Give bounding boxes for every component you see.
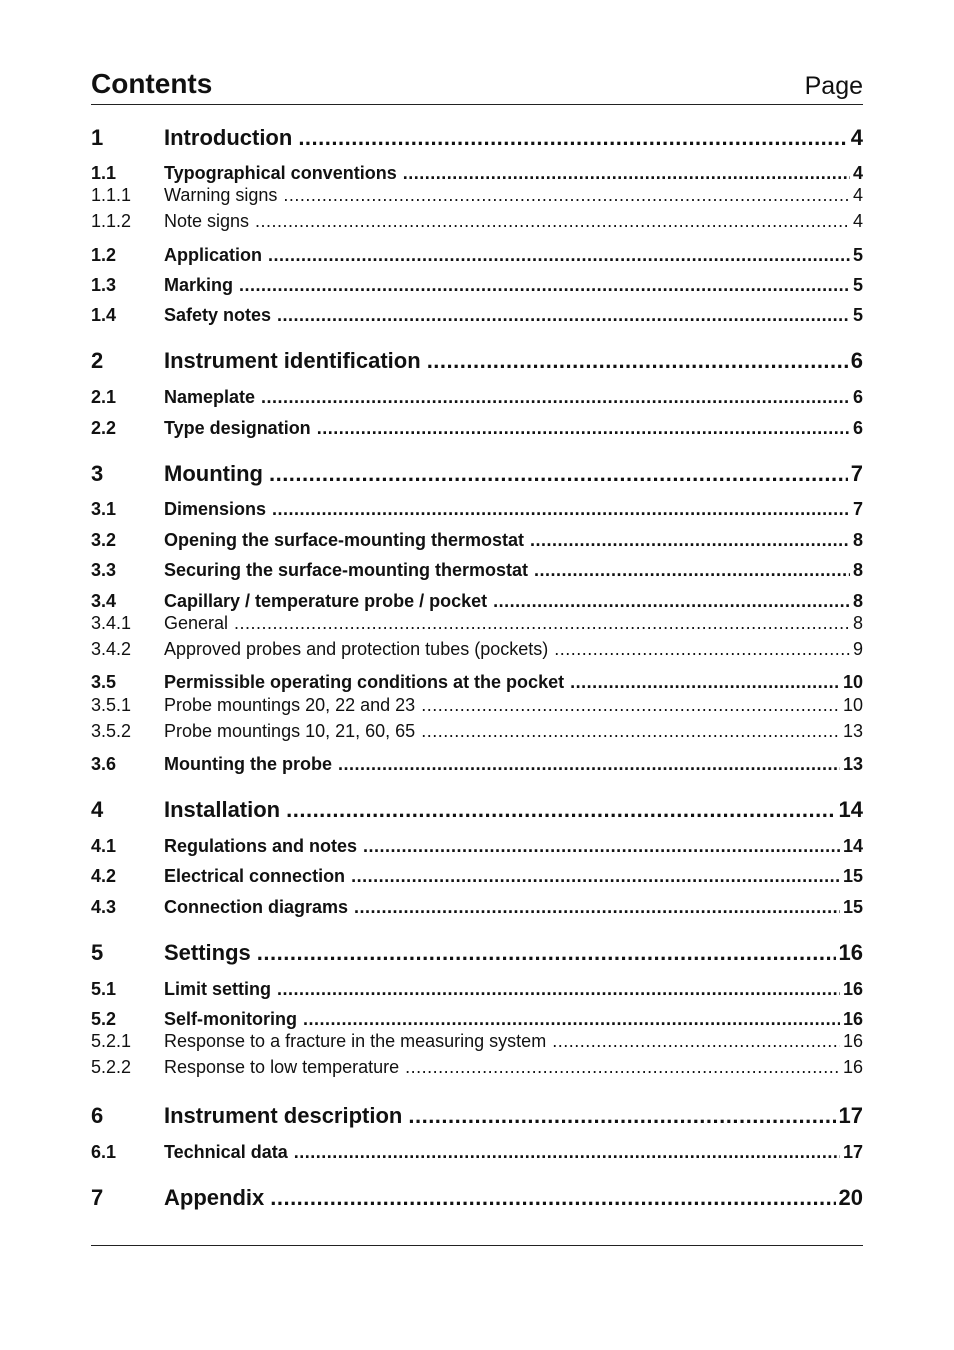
toc-page: 6 bbox=[852, 418, 863, 438]
toc-number: 5.1 bbox=[91, 979, 117, 999]
toc-entry[interactable] bbox=[91, 671, 863, 693]
toc-number: 6.1 bbox=[91, 1142, 117, 1162]
toc-number: 4 bbox=[91, 797, 104, 822]
toc-title: Connection diagrams bbox=[164, 897, 349, 917]
toc-page: 13 bbox=[842, 754, 863, 774]
toc-number: 6 bbox=[91, 1103, 104, 1128]
toc-leader bbox=[338, 753, 840, 775]
toc-title: Mounting bbox=[164, 461, 263, 486]
toc-entry[interactable] bbox=[91, 347, 863, 375]
page-title: Contents bbox=[91, 68, 213, 99]
toc-title: Instrument identification bbox=[164, 348, 421, 373]
toc-leader bbox=[257, 939, 836, 967]
toc-title: Response to low temperature bbox=[164, 1057, 400, 1077]
toc-leader bbox=[272, 498, 850, 520]
page-header bbox=[91, 64, 863, 104]
toc-number: 1 bbox=[91, 125, 104, 150]
toc-title: Introduction bbox=[164, 125, 293, 150]
toc-entry[interactable] bbox=[91, 865, 863, 887]
toc-title: Securing the surface-mounting thermostat bbox=[164, 560, 529, 580]
toc-title: Nameplate bbox=[164, 387, 256, 407]
toc-leader bbox=[354, 896, 840, 918]
toc-leader bbox=[552, 1030, 840, 1052]
toc-title: Installation bbox=[164, 797, 281, 822]
toc-page: 5 bbox=[852, 275, 863, 295]
toc-page: 15 bbox=[842, 897, 863, 917]
toc-entry[interactable] bbox=[91, 694, 863, 716]
toc-page: 4 bbox=[850, 125, 863, 150]
footer-rule bbox=[91, 1245, 863, 1246]
toc-page: 20 bbox=[838, 1185, 863, 1210]
toc-leader bbox=[268, 244, 850, 266]
toc-title: Marking bbox=[164, 275, 234, 295]
toc-leader bbox=[554, 638, 850, 660]
toc-number: 3.2 bbox=[91, 530, 117, 550]
toc-number: 3.4 bbox=[91, 591, 117, 611]
toc-page: 14 bbox=[842, 836, 863, 856]
toc-entry[interactable] bbox=[91, 559, 863, 581]
toc-title: Electrical connection bbox=[164, 866, 346, 886]
toc-leader bbox=[317, 417, 850, 439]
toc-title: Appendix bbox=[164, 1185, 265, 1210]
toc-entry[interactable] bbox=[91, 590, 863, 612]
toc-leader bbox=[427, 347, 848, 375]
toc-title: Settings bbox=[164, 940, 251, 965]
toc-title: General bbox=[164, 613, 229, 633]
toc-entry[interactable] bbox=[91, 386, 863, 408]
toc-entry[interactable] bbox=[91, 720, 863, 742]
toc-entry[interactable] bbox=[91, 896, 863, 918]
toc-page: 16 bbox=[842, 1057, 863, 1077]
toc-title: Note signs bbox=[164, 211, 250, 231]
toc-number: 7 bbox=[91, 1185, 104, 1210]
toc-entry[interactable] bbox=[91, 753, 863, 775]
toc-leader bbox=[269, 460, 848, 488]
toc-entry[interactable] bbox=[91, 1056, 863, 1078]
toc-page: 8 bbox=[852, 591, 863, 611]
toc-title: Limit setting bbox=[164, 979, 271, 999]
toc-entry[interactable] bbox=[91, 612, 863, 634]
toc-entry[interactable] bbox=[91, 1008, 863, 1030]
toc-number: 4.1 bbox=[91, 836, 117, 856]
toc-title: Safety notes bbox=[164, 305, 272, 325]
toc-page: 8 bbox=[852, 560, 863, 580]
toc-number: 3.4.1 bbox=[91, 613, 132, 633]
toc-number: 3 bbox=[91, 461, 104, 486]
toc-number: 3.5 bbox=[91, 672, 117, 692]
toc-page: 6 bbox=[852, 387, 863, 407]
toc-title: Permissible operating conditions at the pocket bbox=[164, 672, 565, 692]
toc-entry[interactable] bbox=[91, 460, 863, 488]
toc-page: 8 bbox=[852, 530, 863, 550]
toc-entry[interactable] bbox=[91, 1030, 863, 1052]
toc-number: 5.2.2 bbox=[91, 1057, 132, 1077]
toc-page: 5 bbox=[852, 245, 863, 265]
toc-page: 13 bbox=[842, 721, 863, 741]
toc-number: 1.4 bbox=[91, 305, 117, 325]
toc-leader bbox=[239, 274, 850, 296]
toc-leader bbox=[421, 694, 840, 716]
toc-leader bbox=[261, 386, 850, 408]
header-rule bbox=[91, 104, 863, 105]
toc-number: 4.2 bbox=[91, 866, 117, 886]
toc-title: Warning signs bbox=[164, 185, 278, 205]
toc-title: Typographical conventions bbox=[164, 163, 397, 183]
toc-leader bbox=[408, 1102, 835, 1130]
page-column-label: Page bbox=[804, 72, 863, 100]
toc-number: 2.1 bbox=[91, 387, 117, 407]
toc-page: 7 bbox=[852, 499, 863, 519]
toc-page: 17 bbox=[842, 1142, 863, 1162]
toc-leader bbox=[234, 612, 850, 634]
toc-entry[interactable] bbox=[91, 529, 863, 551]
toc-entry[interactable] bbox=[91, 124, 863, 152]
toc-entry[interactable] bbox=[91, 210, 863, 232]
toc-page: 10 bbox=[842, 672, 863, 692]
toc-entry[interactable] bbox=[91, 796, 863, 824]
toc-entry[interactable] bbox=[91, 498, 863, 520]
toc-page: 17 bbox=[838, 1103, 863, 1128]
toc-entry[interactable] bbox=[91, 304, 863, 326]
toc-leader bbox=[534, 559, 850, 581]
toc-title: Instrument description bbox=[164, 1103, 403, 1128]
toc-entry[interactable] bbox=[91, 978, 863, 1000]
toc-entry[interactable] bbox=[91, 417, 863, 439]
toc-title: Capillary / temperature probe / pocket bbox=[164, 591, 488, 611]
toc-number: 1.1.2 bbox=[91, 211, 132, 231]
toc-leader bbox=[294, 1141, 840, 1163]
toc-leader bbox=[421, 720, 840, 742]
toc-page: 16 bbox=[838, 940, 863, 965]
toc-number: 5.2 bbox=[91, 1009, 117, 1029]
toc-leader bbox=[277, 304, 850, 326]
toc-entry[interactable] bbox=[91, 638, 863, 660]
toc-leader bbox=[405, 1056, 840, 1078]
toc-page: 7 bbox=[850, 461, 863, 486]
toc-leader bbox=[283, 184, 850, 206]
toc-page: 9 bbox=[852, 639, 863, 659]
toc-leader bbox=[363, 835, 840, 857]
toc-page: 14 bbox=[838, 797, 863, 822]
toc-number: 3.4.2 bbox=[91, 639, 132, 659]
toc-number: 3.6 bbox=[91, 754, 117, 774]
toc-number: 5.2.1 bbox=[91, 1031, 132, 1051]
toc-leader bbox=[270, 1184, 835, 1212]
toc-number: 2 bbox=[91, 348, 104, 373]
toc-number: 5 bbox=[91, 940, 104, 965]
toc-title: Probe mountings 20, 22 and 23 bbox=[164, 695, 416, 715]
toc-title: Mounting the probe bbox=[164, 754, 332, 774]
toc-entry[interactable] bbox=[91, 274, 863, 296]
toc-page: 16 bbox=[842, 1009, 863, 1029]
toc-title: Probe mountings 10, 21, 60, 65 bbox=[164, 721, 416, 741]
toc-number: 3.5.1 bbox=[91, 695, 132, 715]
toc-number: 4.3 bbox=[91, 897, 117, 917]
toc-title: Application bbox=[164, 245, 262, 265]
toc-title: Technical data bbox=[164, 1142, 288, 1162]
toc-page: 15 bbox=[842, 866, 863, 886]
toc-leader bbox=[530, 529, 850, 551]
toc-entry[interactable] bbox=[91, 939, 863, 967]
toc-title: Regulations and notes bbox=[164, 836, 358, 856]
toc-number: 2.2 bbox=[91, 418, 117, 438]
toc-leader bbox=[403, 162, 850, 184]
toc-title: Dimensions bbox=[164, 499, 267, 519]
toc-number: 3.3 bbox=[91, 560, 117, 580]
toc-page: 4 bbox=[852, 163, 863, 183]
toc-page: 10 bbox=[842, 695, 863, 715]
toc-page: 16 bbox=[842, 1031, 863, 1051]
toc-page: 16 bbox=[842, 979, 863, 999]
toc-entry[interactable] bbox=[91, 1184, 863, 1212]
toc-number: 3.5.2 bbox=[91, 721, 132, 741]
toc-number: 1.1 bbox=[91, 163, 117, 183]
toc-leader bbox=[351, 865, 840, 887]
toc-entry[interactable] bbox=[91, 1102, 863, 1130]
toc-leader bbox=[298, 124, 847, 152]
toc-entry[interactable] bbox=[91, 162, 863, 184]
toc-number: 1.3 bbox=[91, 275, 117, 295]
toc-entry[interactable] bbox=[91, 1141, 863, 1163]
toc-entry[interactable] bbox=[91, 244, 863, 266]
toc-page: 4 bbox=[852, 185, 863, 205]
toc-page: 5 bbox=[852, 305, 863, 325]
toc-leader bbox=[286, 796, 835, 824]
toc-leader bbox=[493, 590, 850, 612]
toc-number: 1.1.1 bbox=[91, 185, 132, 205]
toc-entry[interactable] bbox=[91, 835, 863, 857]
toc-title: Type designation bbox=[164, 418, 311, 438]
toc-number: 3.1 bbox=[91, 499, 117, 519]
toc-page: 8 bbox=[852, 613, 863, 633]
toc-entry[interactable] bbox=[91, 184, 863, 206]
toc-leader bbox=[303, 1008, 840, 1030]
toc-page: 6 bbox=[850, 348, 863, 373]
toc-title: Response to a fracture in the measuring system bbox=[164, 1031, 547, 1051]
toc-leader bbox=[277, 978, 840, 1000]
toc-title: Self-monitoring bbox=[164, 1009, 297, 1029]
toc-number: 1.2 bbox=[91, 245, 117, 265]
toc-leader bbox=[255, 210, 850, 232]
toc-title: Opening the surface-mounting thermostat bbox=[164, 530, 525, 550]
toc-leader bbox=[570, 671, 840, 693]
toc-page: 4 bbox=[852, 211, 863, 231]
toc-title: Approved probes and protection tubes (pockets) bbox=[164, 639, 549, 659]
